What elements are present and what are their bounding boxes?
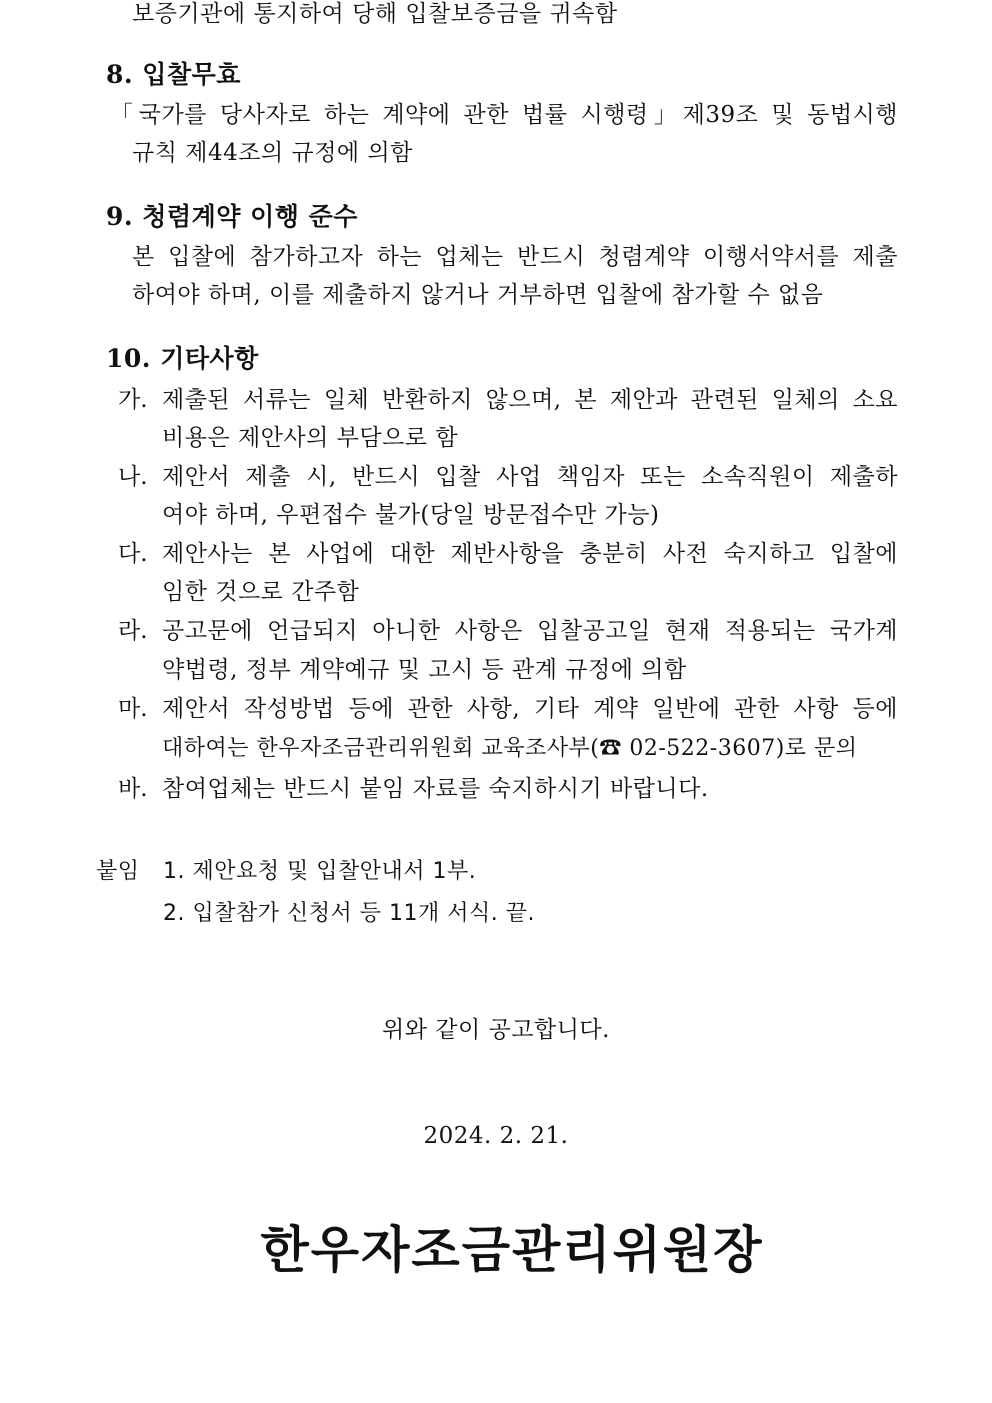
- closing-statement: 위와 같이 공고합니다.: [382, 1017, 610, 1043]
- item-ga-label: 가.: [118, 387, 148, 413]
- notice-date: 2024. 2. 21.: [423, 1123, 569, 1149]
- item-ga-line-1: 제출된 서류는 일체 반환하지 않으며, 본 제안과 관련된 일체의 소요: [162, 387, 898, 413]
- item-ra: [162, 617, 898, 645]
- section-10-heading: 10. 기타사항: [106, 344, 259, 373]
- item-na-line-1: 제안서 제출 시, 반드시 입찰 사업 책임자 또는 소속직원이 제출하: [162, 464, 898, 490]
- item-da-line-1: 제안사는 본 사업에 대한 제반사항을 충분히 사전 숙지하고 입찰에: [162, 541, 898, 567]
- item-ma-line-2: 대하여는 한우자조금관리위원회 교육조사부(☎ 02-522-3607)로 문의: [162, 736, 858, 761]
- section-9-line-2: 하여야 하며, 이를 제출하지 않거나 거부하면 입찰에 참가할 수 없음: [132, 282, 824, 308]
- item-ra-label: 라.: [118, 618, 148, 644]
- section-9-text: [132, 243, 898, 271]
- item-na-line-2: 여야 하며, 우편접수 불가(당일 방문접수만 가능): [162, 502, 660, 528]
- item-ma-label: 마.: [118, 696, 148, 722]
- item-ra-line-1: 공고문에 언급되지 아니한 사항은 입찰공고일 현재 적용되는 국가계: [162, 618, 899, 644]
- attachment-label: 붙임: [96, 859, 140, 884]
- section-8-heading: 8. 입찰무효: [106, 60, 241, 89]
- item-ba-label: 바.: [118, 776, 148, 802]
- item-na-label: 나.: [118, 464, 148, 490]
- item-da: [162, 540, 898, 568]
- issuer-signature: 한우자조금관리위원장: [260, 1220, 764, 1279]
- item-ga-line-2: 비용은 제안사의 부담으로 함: [162, 425, 459, 451]
- attachment-item-1: 1. 제안요청 및 입찰안내서 1부.: [163, 859, 477, 884]
- item-ma-line-1: 제안서 작성방법 등에 관한 사항, 기타 계약 일반에 관한 사항 등에: [162, 696, 898, 722]
- item-na: [162, 463, 898, 491]
- section-8-text: [110, 101, 898, 129]
- section-8-line-1: 「국가를 당사자로 하는 계약에 관한 법률 시행령」제39조 및 동법시행: [110, 102, 898, 128]
- item-da-label: 다.: [118, 541, 148, 567]
- item-ga: [162, 386, 898, 414]
- section-8-line-2: 규칙 제44조의 규정에 의함: [132, 140, 413, 166]
- section-9-line-1: 본 입찰에 참가하고자 하는 업체는 반드시 청렴계약 이행서약서를 제출: [132, 244, 898, 270]
- item-ma: [162, 695, 898, 723]
- item-da-line-2: 임한 것으로 간주함: [162, 579, 360, 605]
- attachment-item-2: 2. 입찰참가 신청서 등 11개 서식. 끝.: [163, 901, 535, 926]
- section-9-heading: 9. 청렴계약 이행 준수: [106, 202, 358, 231]
- item-ba-line-1: 참여업체는 반드시 붙임 자료를 숙지하시기 바랍니다.: [162, 776, 709, 802]
- continuation-line: 보증기관에 통지하여 당해 입찰보증금을 귀속함: [132, 1, 618, 27]
- item-ra-line-2: 약법령, 정부 계약예규 및 고시 등 관계 규정에 의함: [162, 657, 687, 683]
